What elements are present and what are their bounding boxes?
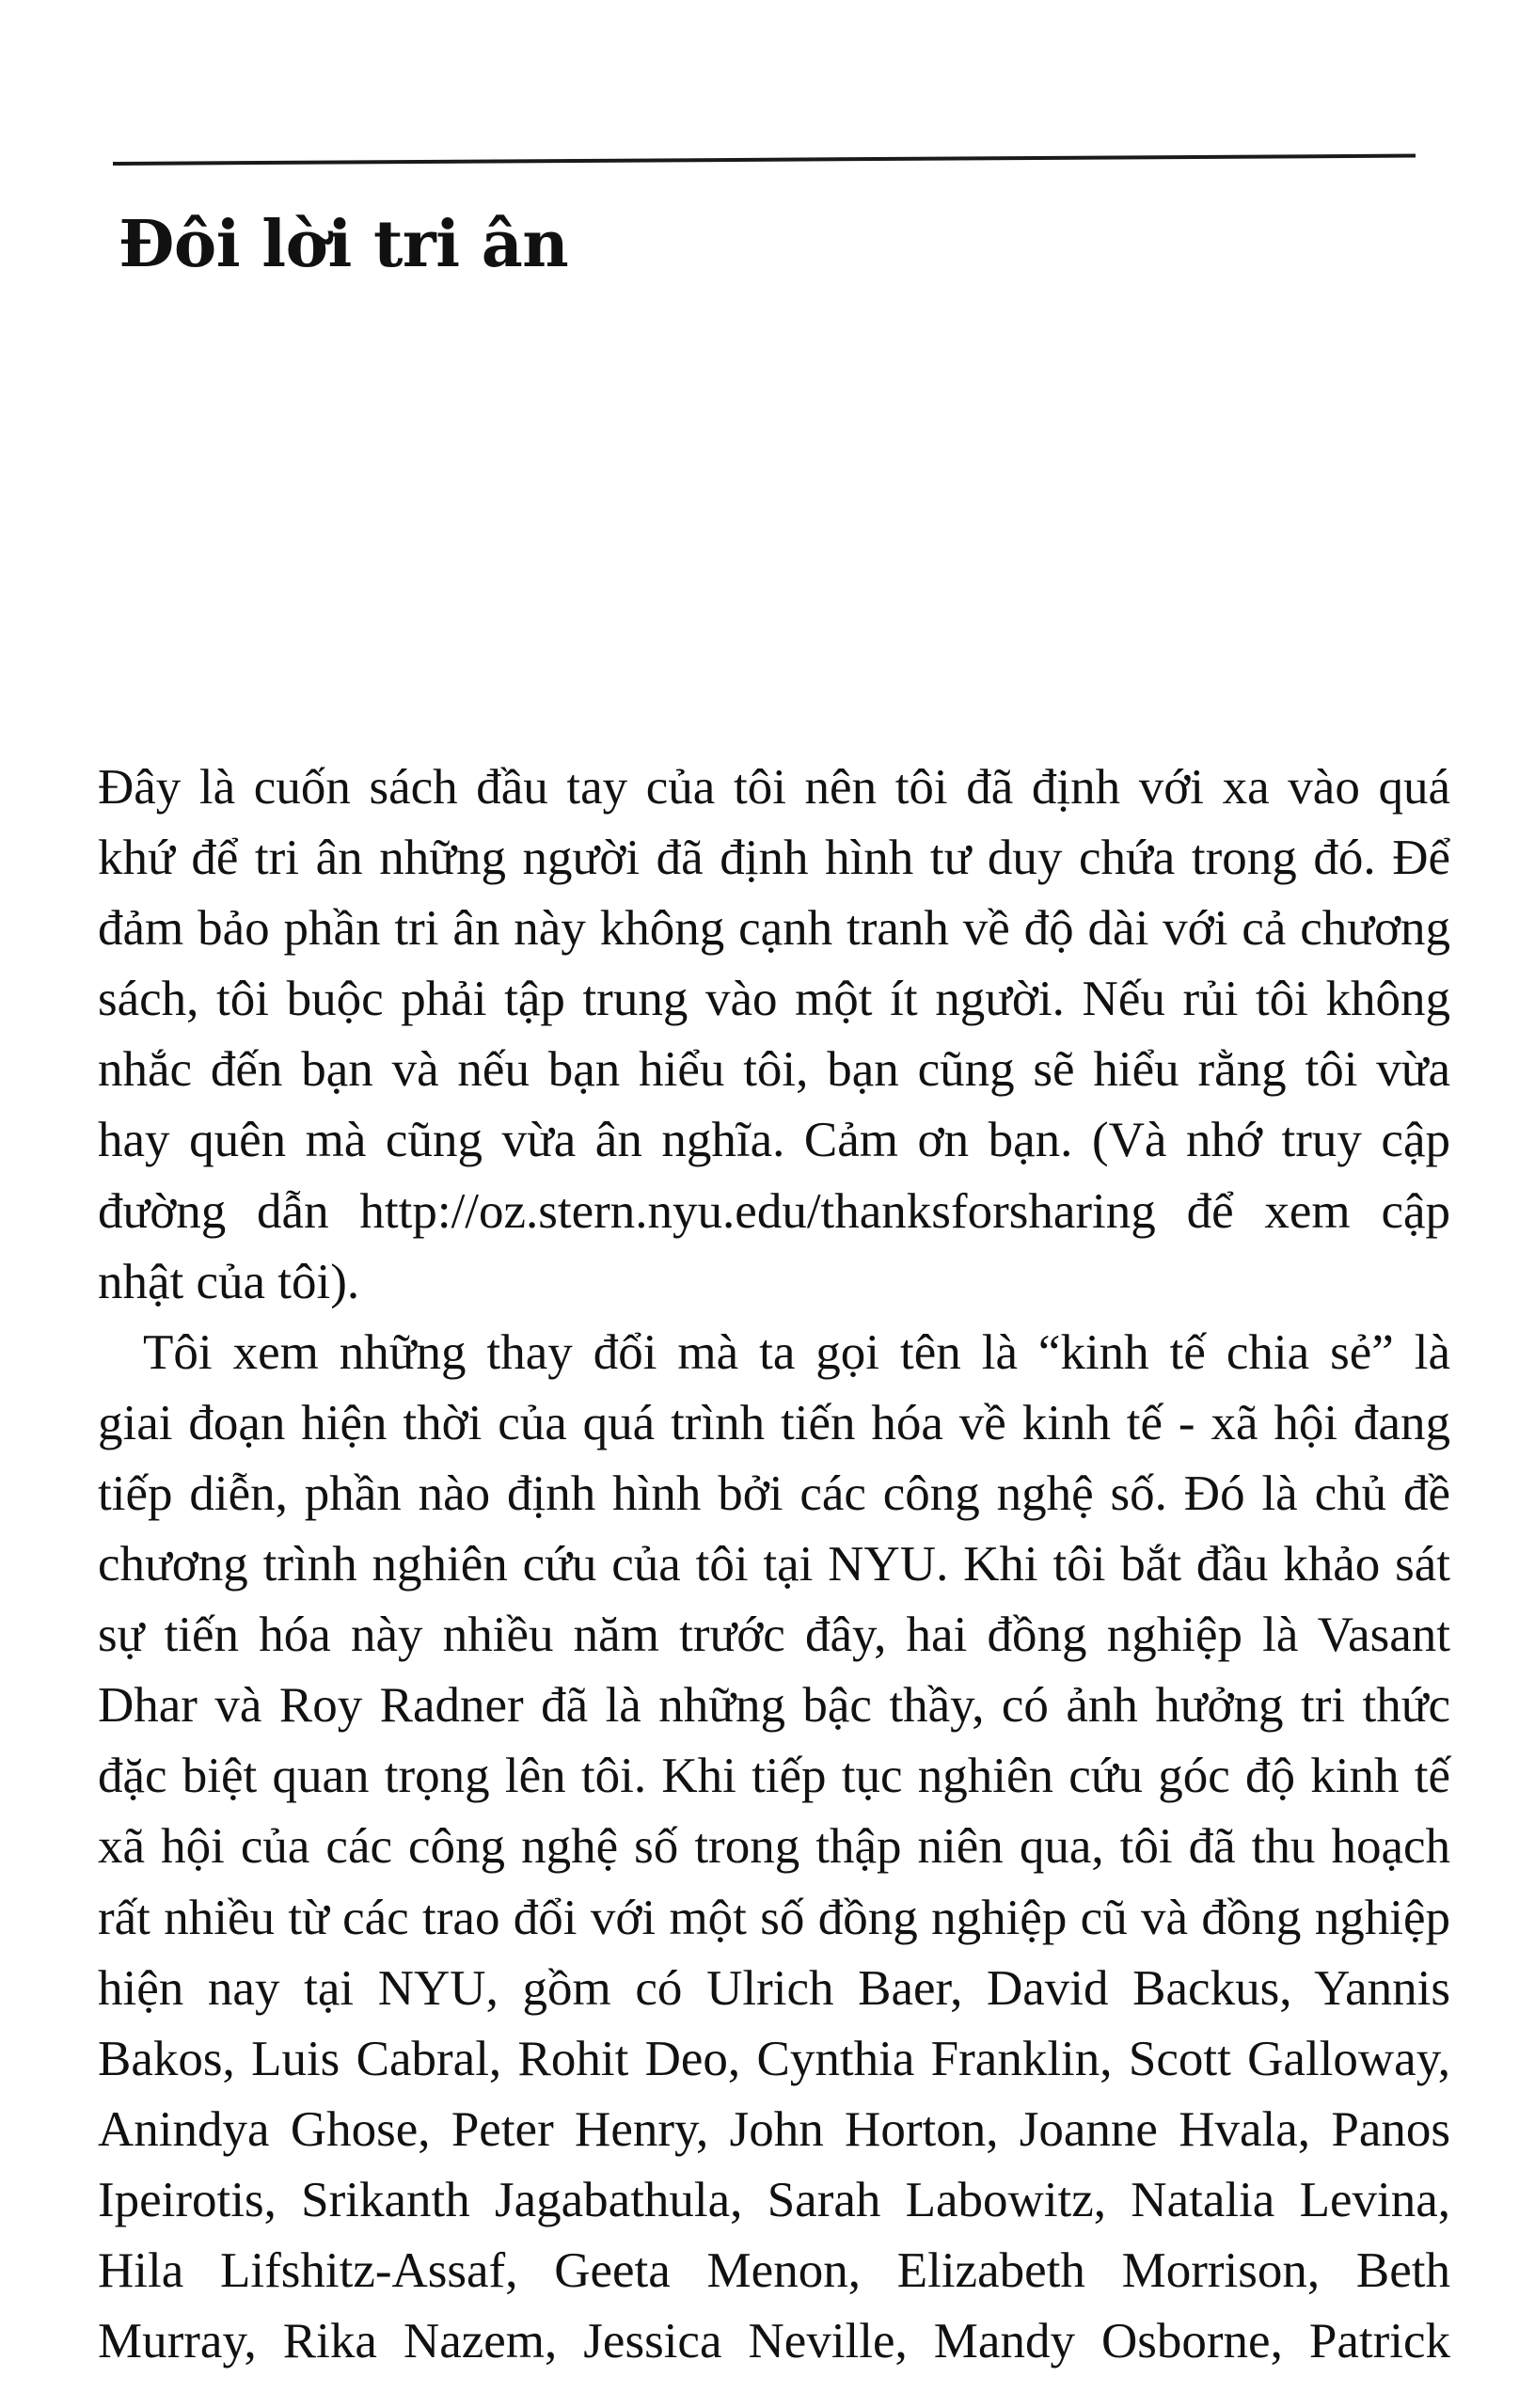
- text-line: nhật của tôi).: [98, 1254, 360, 1309]
- text-line: Bakos, Luis Cabral, Rohit Deo, Cynthia Franklin, Scott Galloway,: [98, 2031, 1450, 2086]
- text-line: giai đoạn hiện thời của quá trình tiến hóa về kinh tế - xã hội đang: [98, 1395, 1450, 1450]
- text-line: đường dẫn http://oz.stern.nyu.edu/thanksforsharing để xem cập: [98, 1183, 1450, 1239]
- text-line: sách, tôi buộc phải tập trung vào một ít người. Nếu rủi tôi không: [98, 972, 1450, 1027]
- text-line: chương trình nghiên cứu của tôi tại NYU. Khi tôi bắt đầu khảo sát: [98, 1537, 1450, 1592]
- text-line: rất nhiều từ các trao đổi với một số đồng nghiệp cũ và đồng nghiệp: [98, 1890, 1450, 1945]
- paragraph: [98, 1318, 1450, 2377]
- text-line: nhắc đến bạn và nếu bạn hiểu tôi, bạn cũng sẽ hiểu rằng tôi vừa: [98, 1042, 1450, 1098]
- text-line: Hila Lifshitz-Assaf, Geeta Menon, Elizabeth Morrison, Beth: [98, 2242, 1450, 2298]
- text-line: đảm bảo phần tri ân này không cạnh tranh về độ dài với cả chương: [98, 901, 1450, 957]
- text-line: Tôi xem những thay đổi mà ta gọi tên là “kinh tế chia sẻ” là: [143, 1324, 1450, 1380]
- text-line: khứ để tri ân những người đã định hình tư duy chứa trong đó. Để: [98, 831, 1450, 886]
- page-title: Đôi lời tri ân: [119, 207, 569, 282]
- text-line: Ipeirotis, Srikanth Jagabathula, Sarah Labowitz, Natalia Levina,: [98, 2172, 1450, 2227]
- header-rule: [113, 154, 1416, 166]
- text-line: Đây là cuốn sách đầu tay của tôi nên tôi đã định với xa vào quá: [98, 760, 1450, 815]
- text-line: Anindya Ghose, Peter Henry, John Horton, Joanne Hvala, Panos: [98, 2101, 1450, 2157]
- text-line: đặc biệt quan trọng lên tôi. Khi tiếp tục nghiên cứu góc độ kinh tế: [98, 1749, 1450, 1804]
- text-line: sự tiến hóa này nhiều năm trước đây, hai đồng nghiệp là Vasant: [98, 1608, 1450, 1663]
- text-line: Dhar và Roy Radner đã là những bậc thầy, có ảnh hưởng tri thức: [98, 1678, 1450, 1734]
- text-line: tiếp diễn, phần nào định hình bởi các công nghệ số. Đó là chủ đề: [98, 1465, 1450, 1521]
- text-line: xã hội của các công nghệ số trong thập niên qua, tôi đã thu hoạch: [98, 1819, 1450, 1875]
- text-line: hiện nay tại NYU, gồm có Ulrich Baer, David Backus, Yannis: [98, 1960, 1450, 2016]
- text-line: Murray, Rika Nazem, Jessica Neville, Mandy Osborne, Patrick: [98, 2314, 1450, 2369]
- paragraph: [98, 752, 1450, 1318]
- text-line: hay quên mà cũng vừa ân nghĩa. Cảm ơn bạn. (Và nhớ truy cập: [98, 1113, 1450, 1168]
- body-text: [98, 752, 1450, 2377]
